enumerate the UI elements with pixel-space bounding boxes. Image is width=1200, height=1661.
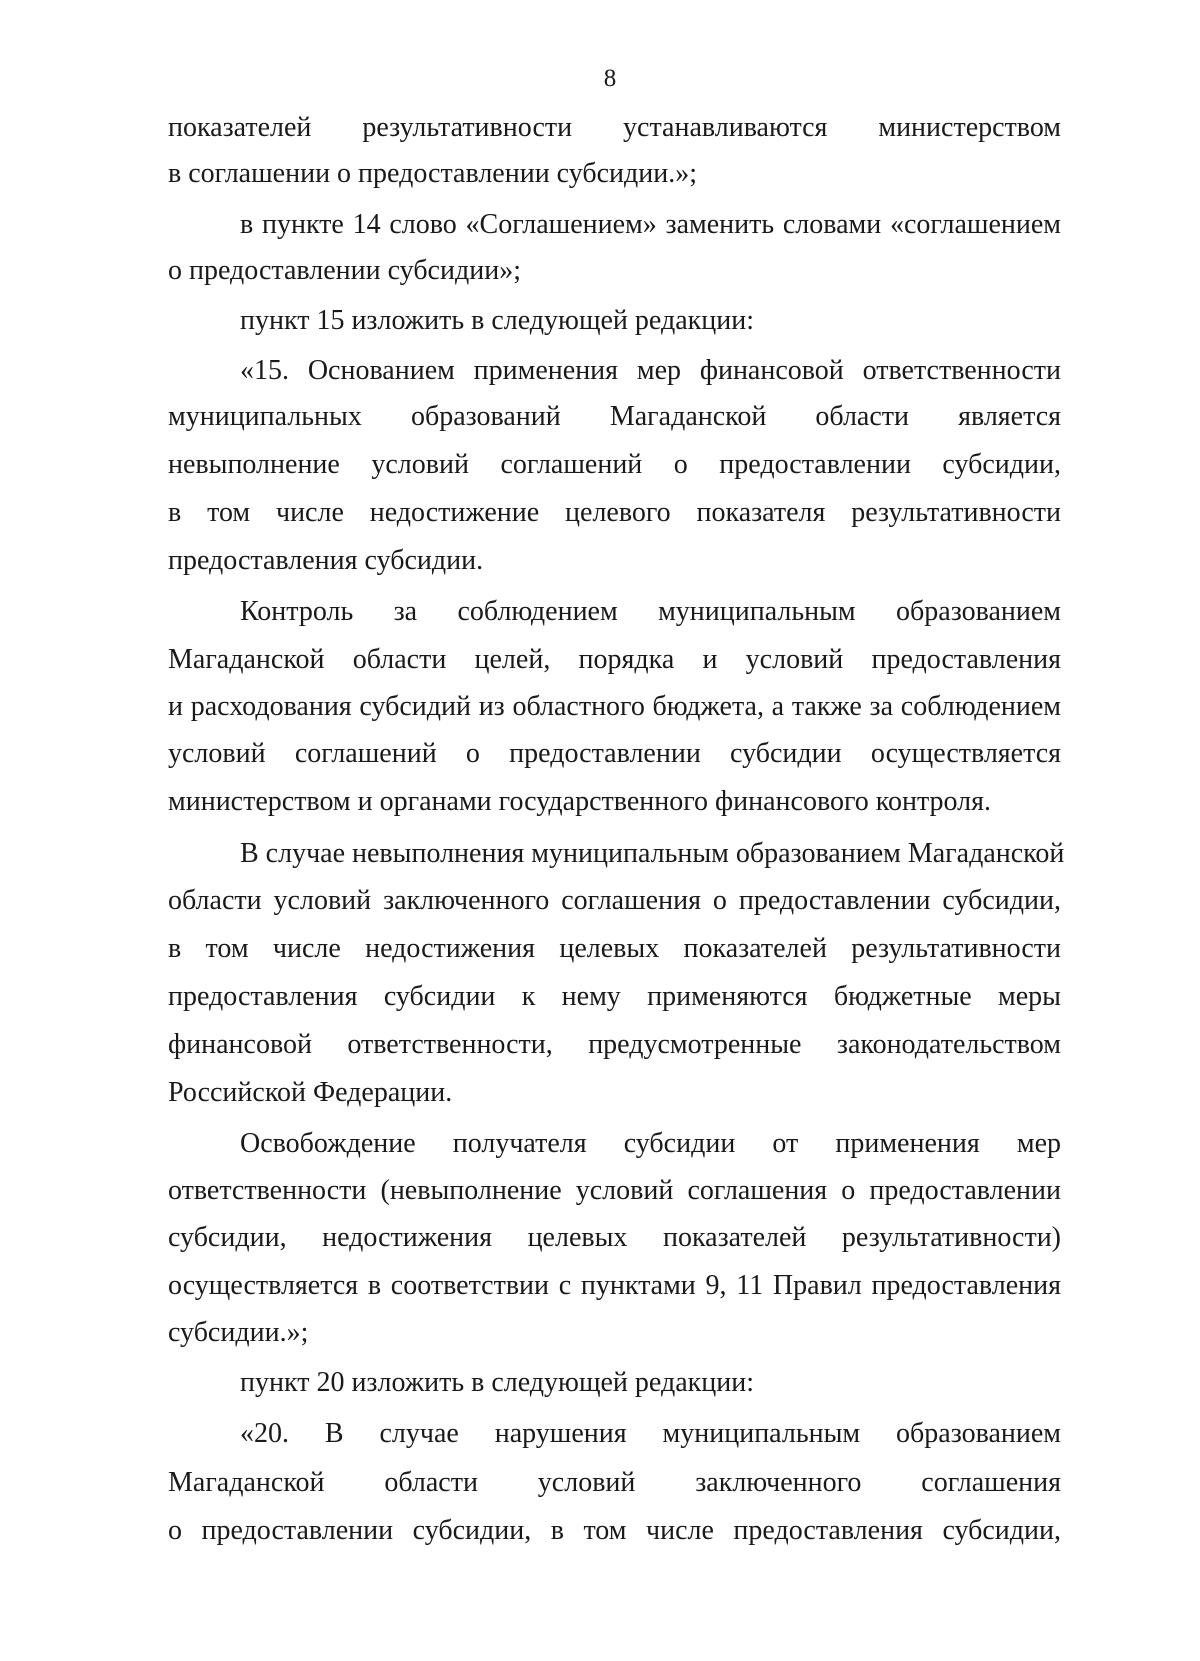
text-line: «15. Основанием применения мер финансовой ответственности [240,355,1061,386]
text-line: субсидии.»; [168,1317,309,1348]
text-line: муниципальных образований Магаданской области является [168,401,1061,432]
page-number: 8 [603,65,617,92]
text-line: осуществляется в соответствии с пунктами 9, 11 Правил предоставления [168,1270,1061,1301]
text-line: и расходования субсидий из областного бюджета, а также за соблюдением [168,691,1061,722]
text-line: невыполнение условий соглашений о предоставлении субсидии, [168,449,1061,480]
text-line: области условий заключенного соглашения о предоставлении субсидии, [168,885,1061,916]
text-line: предоставления субсидии к нему применяются бюджетные меры [168,981,1061,1012]
text-line: в соглашении о предоставлении субсидии.»; [168,158,698,189]
text-line: Освобождение получателя субсидии от применения мер [240,1128,1061,1159]
text-line: в том числе недостижение целевого показателя результативности [168,497,1061,528]
text-line: пункт 20 изложить в следующей редакции: [240,1367,754,1398]
text-line: субсидии, недостижения целевых показателей результативности) [168,1222,1061,1253]
text-line: В случае невыполнения муниципальным образованием Магаданской [240,838,1065,869]
text-line: предоставления субсидии. [168,545,484,576]
text-line: в том числе недостижения целевых показателей результативности [168,933,1061,964]
text-line: в пункте 14 слово «Соглашением» заменить словами «соглашением [240,209,1061,240]
text-line: Магаданской области целей, порядка и условий предоставления [168,644,1061,675]
text-line: о предоставлении субсидии»; [168,255,521,286]
text-line: финансовой ответственности, предусмотренные законодательством [168,1029,1061,1060]
text-line: о предоставлении субсидии, в том числе предоставления субсидии, [168,1515,1061,1546]
text-line: ответственности (невыполнение условий соглашения о предоставлении [168,1175,1061,1206]
text-line: показателей результативности устанавливаются министерством [168,112,1061,143]
text-line: «20. В случае нарушения муниципальным образованием [240,1418,1061,1449]
text-line: министерством и органами государственного финансового контроля. [168,786,992,817]
text-line: условий соглашений о предоставлении субсидии осуществляется [168,738,1061,769]
text-line: Магаданской области условий заключенного соглашения [168,1467,1061,1498]
text-line: Российской Федерации. [168,1077,453,1108]
text-line: Контроль за соблюдением муниципальным образованием [240,596,1061,627]
text-line: пункт 15 изложить в следующей редакции: [240,305,754,336]
